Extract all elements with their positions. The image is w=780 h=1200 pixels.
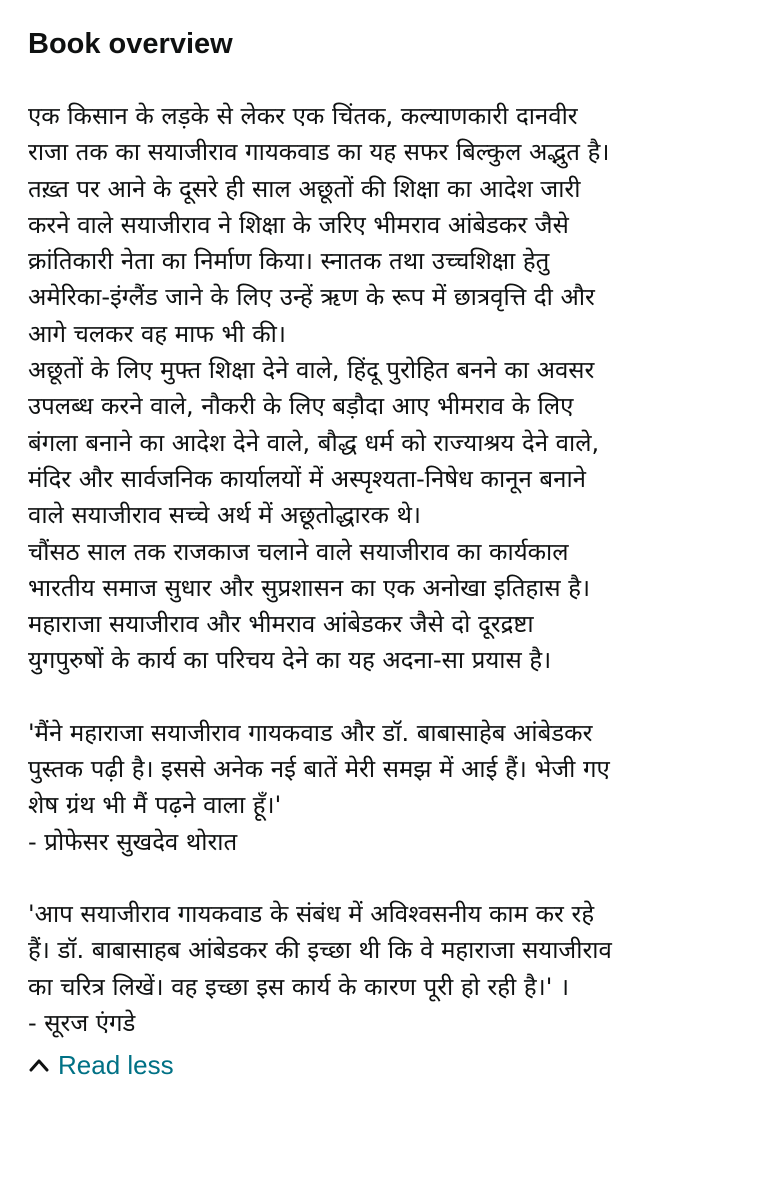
quote-line: पुस्तक पढ़ी है। इससे अनेक नई बातें मेरी समझ में आई हैं। भेजी गए [28,755,610,784]
description-line: महाराजा सयाजीराव और भीमराव आंबेडकर जैसे दो दूरद्रष्टा [28,610,534,639]
quote-author: - सूरज एंगडे [28,1008,136,1037]
book-overview-section [28,20,768,1085]
paragraph-spacer [28,679,768,715]
description-line: अछूतों के लिए मुफ्त शिक्षा देने वाले, हिंदू पुरोहित बनने का अवसर [28,356,595,385]
description-line: बंगला बनाने का आदेश देने वाले, बौद्ध धर्म को राज्याश्रय देने वाले, [28,428,600,457]
description-line: चौंसठ साल तक राजकाज चलाने वाले सयाजीराव का कार्यकाल [28,537,569,566]
description-line: एक किसान के लड़के से लेकर एक चिंतक, कल्याणकारी दानवीर [28,102,578,130]
description-line: क्रांतिकारी नेता का निर्माण किया। स्नातक तथा उच्चशिक्षा हेतु [28,247,550,276]
description-line: मंदिर और सार्वजनिक कार्यालयों में अस्पृश्यता-निषेध कानून बनाने [28,464,586,493]
quote-line: हैं। डॉ. बाबासाहब आंबेडकर की इच्छा थी कि वे महाराजा सयाजीराव [28,936,612,965]
description-line: उपलब्ध करने वाले, नौकरी के लिए बड़ौदा आए भीमराव के लिए [28,392,574,421]
quote-line: का चरित्र लिखें। वह इच्छा इस कार्य के कारण पूरी हो रही है।' । [28,972,570,1001]
quote-line: 'मैंने महाराजा सयाजीराव गायकवाड और डॉ. बाबासाहेब आंबेडकर [28,718,593,747]
read-less-label: Read less [58,1050,174,1081]
section-title: Book overview [28,28,233,60]
chevron-up-icon [28,1054,50,1076]
paragraph-spacer [28,860,768,896]
description-line: भारतीय समाज सुधार और सुप्रशासन का एक अनोखा इतिहास है। [28,573,591,602]
description-line: तख़्त पर आने के दूसरे ही साल अछूतों की शिक्षा का आदेश जारी [28,174,581,203]
read-less-link[interactable] [28,1045,174,1085]
description-line: वाले सयाजीराव सच्चे अर्थ में अछूतोद्धारक थे। [28,501,422,530]
quote-line: शेष ग्रंथ भी मैं पढ़ने वाला हूँ।' [28,791,282,820]
description-line: अमेरिका-इंग्लैंड जाने के लिए उन्हें ऋण के रूप में छात्रवृत्ति दी और [28,283,595,312]
description-line: युगपुरुषों के कार्य का परिचय देने का यह अदना-सा प्रयास है। [28,646,552,675]
quote-author: - प्रोफेसर सुखदेव थोरात [28,827,238,856]
description-line: राजा तक का सयाजीराव गायकवाड का यह सफर बिल्कुल अद्भुत है। [28,138,610,167]
quote-line: 'आप सयाजीराव गायकवाड के संबंध में अविश्वसनीय काम कर रहे [28,899,595,928]
description-line: आगे चलकर वह माफ भी की। [28,319,286,348]
description-line: करने वाले सयाजीराव ने शिक्षा के जरिए भीमराव आंबेडकर जैसे [28,210,569,239]
overview-description [28,98,768,1041]
